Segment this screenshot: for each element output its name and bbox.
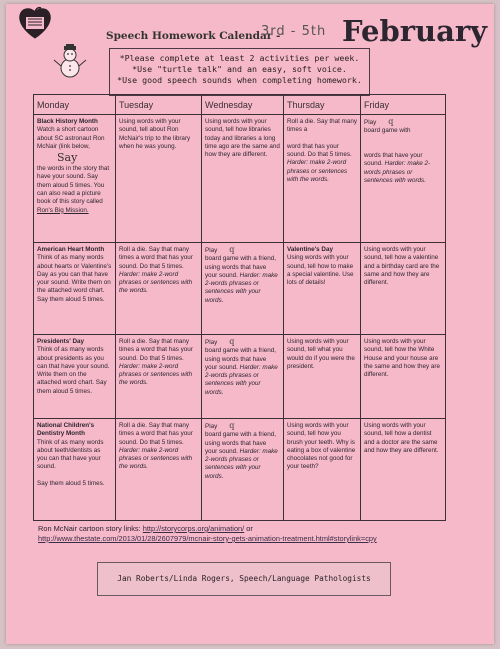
cell-text: Play bbox=[205, 339, 218, 346]
cell-text: the words in the story that have your sound. Say them aloud 5 times. You can also read a picture book of this story called bbox=[37, 165, 110, 206]
storycorps-link[interactable]: http://storycorps.org/animation/ bbox=[142, 524, 245, 533]
cell-monday-week1 bbox=[34, 115, 116, 243]
month-heading: February bbox=[342, 14, 488, 48]
handwritten-letter-icon: q bbox=[388, 117, 394, 126]
cell-text: Play bbox=[364, 119, 377, 126]
cell-text: Say them aloud 5 times. bbox=[37, 480, 105, 488]
day-header-monday: Monday bbox=[34, 95, 116, 115]
book-title-link[interactable]: Ron's Big Mission. bbox=[37, 206, 89, 214]
cell-text: board game with bbox=[364, 127, 411, 135]
handwritten-letter-icon: q bbox=[229, 421, 235, 430]
cell-text: Using words with your sound, tell how to make a special valentine. Use lots of details! bbox=[287, 254, 354, 287]
cell-text: word that has your sound. Do that 5 times. bbox=[287, 142, 352, 159]
cell-heading: Valentine's Day bbox=[287, 246, 333, 253]
cell-text: board game with a friend, using bbox=[205, 431, 277, 447]
weekday-header-row bbox=[34, 95, 446, 115]
day-header-friday: Friday bbox=[361, 95, 446, 115]
instructions-box bbox=[109, 48, 370, 96]
instruction-line: *Use good speech sounds when completing homework. bbox=[117, 75, 362, 85]
cell-tuesday-week1: Using words with your sound, tell about Ron McNair's trip to the library when he was young. bbox=[116, 115, 202, 243]
day-header-wednesday: Wednesday bbox=[202, 95, 284, 115]
date-range: 3rd - 5th bbox=[261, 24, 327, 39]
cell-wednesday-week2 bbox=[202, 243, 284, 335]
story-links bbox=[38, 524, 458, 544]
cell-harder-text: Harder: make 2-word phrases or sentences with the words. bbox=[119, 270, 193, 295]
school-logo-icon bbox=[16, 6, 54, 40]
day-header-thursday: Thursday bbox=[284, 95, 361, 115]
thestate-link[interactable]: http://www.thestate.com/2013/01/28/2607979/mcnair-story-gets-animation-treatment.html#storylink=cpy bbox=[38, 534, 377, 543]
cell-tuesday-week3 bbox=[116, 335, 202, 419]
cell-wednesday-week3 bbox=[202, 335, 284, 419]
cell-friday-week3: Using words with your sound, tell how the White House and your house are the same and how they are different. bbox=[361, 335, 446, 419]
cell-text: words that have your sound. bbox=[205, 355, 267, 371]
cell-harder-text: Harder: make 2-words phrases or sentences with your words. bbox=[205, 447, 278, 480]
cell-monday-week4 bbox=[34, 419, 116, 521]
links-or: or bbox=[246, 524, 253, 533]
day-header-tuesday: Tuesday bbox=[116, 95, 202, 115]
signature-footer: Jan Roberts/Linda Rogers, Speech/Language Pathologists bbox=[97, 562, 391, 596]
cell-heading: American Heart Month bbox=[37, 246, 105, 253]
week-row-3 bbox=[34, 335, 446, 419]
cell-wednesday-week1: Using words with your sound, tell how libraries today and libraries a long time ago are the same and how they are different. bbox=[202, 115, 284, 243]
cell-harder-text: Harder: make 2-words phrases or sentences with your words. bbox=[205, 271, 278, 304]
calendar-title: Speech Homework Calendar - bbox=[106, 30, 281, 42]
cell-text: Play bbox=[205, 423, 218, 430]
week-row-4 bbox=[34, 419, 446, 521]
homework-calendar-table bbox=[33, 94, 446, 521]
cell-text: Roll a die. Say that many times a word that has your sound. Do that 5 times. bbox=[119, 422, 193, 446]
cell-text: Think of as many words about presidents as you can that have your sound. Write them on the attached word chart. Say them aloud 5 times. bbox=[37, 346, 110, 395]
instruction-line: *Please complete at least 2 activities per week. bbox=[119, 53, 360, 63]
instruction-line: *Use "turtle talk" and an easy, soft voice. bbox=[132, 64, 347, 74]
cell-text: words that have your sound. bbox=[364, 152, 423, 168]
cell-harder-text: Harder: make 2-word phrases or sentences with the words. bbox=[119, 446, 193, 471]
cell-heading: Presidents' Day bbox=[37, 338, 84, 345]
cell-tuesday-week2 bbox=[116, 243, 202, 335]
handwritten-letter-icon: q bbox=[229, 337, 235, 346]
cell-thursday-week2 bbox=[284, 243, 361, 335]
cell-friday-week4: Using words with your sound, tell how a dentist and a doctor are the same and how they are different. bbox=[361, 419, 446, 521]
cell-text: Roll a die. Say that many times a word that has your sound. Do that 5 times. bbox=[119, 338, 193, 362]
cell-heading: Black History Month bbox=[37, 118, 98, 125]
cell-tuesday-week4 bbox=[116, 419, 202, 521]
cell-thursday-week4: Using words with your sound, tell how you brush your teeth. Why is eating a box of valentine chocolates not good for your teeth? bbox=[284, 419, 361, 521]
cell-text: Watch a short cartoon about SC astronaut Ron McNair (link below, bbox=[37, 126, 105, 150]
cell-text: Roll a die. Say that many times a word that has your sound. Do that 5 times. bbox=[119, 246, 193, 270]
cell-friday-week2: Using words with your sound, tell how a valentine and a birthday card are the same and how they are different. bbox=[361, 243, 446, 335]
snowman-mascot-icon bbox=[52, 44, 88, 80]
cell-text: board game with a friend, using bbox=[205, 347, 277, 363]
cell-friday-week1 bbox=[361, 115, 446, 243]
cell-text: Think of as many words about hearts or Valentine's Day as you can that have your sound. Write them on the attached word chart. Say them aloud 5 times. bbox=[37, 254, 112, 303]
cell-harder-text: Harder: make 2-word phrases or sentences with the words. bbox=[119, 362, 193, 387]
cell-heading: National Children's Dentistry Month bbox=[37, 422, 95, 438]
week-row-2 bbox=[34, 243, 446, 335]
cell-text: board game with a friend, using bbox=[205, 255, 277, 271]
cell-text: Roll a die. Say that many times a bbox=[287, 118, 358, 134]
links-label: Ron McNair cartoon story links: bbox=[38, 524, 141, 533]
cell-thursday-week3: Using words with your sound, tell what you would do if you were the president. bbox=[284, 335, 361, 419]
week-row-1 bbox=[34, 115, 446, 243]
cell-text: Play bbox=[205, 247, 218, 254]
cell-text: Think of as many words about teeth/dentists as you can that have your sound. bbox=[37, 438, 104, 471]
handwritten-note: Say bbox=[57, 151, 78, 165]
cell-monday-week3 bbox=[34, 335, 116, 419]
cell-harder-text: Harder: make 2-words phrases or sentences with words. bbox=[364, 160, 431, 185]
cell-monday-week2 bbox=[34, 243, 116, 335]
cell-thursday-week1 bbox=[284, 115, 361, 243]
cell-text: words that have your sound. bbox=[205, 439, 267, 455]
cell-harder-text: Harder: make 2-words phrases or sentences with your words. bbox=[205, 363, 278, 396]
cell-text: words that have your sound. bbox=[205, 263, 267, 279]
cell-harder-text: Harder: make 2-word phrases or sentences with the words. bbox=[287, 159, 348, 184]
cell-wednesday-week4 bbox=[202, 419, 284, 521]
handwritten-letter-icon: q bbox=[229, 245, 235, 254]
